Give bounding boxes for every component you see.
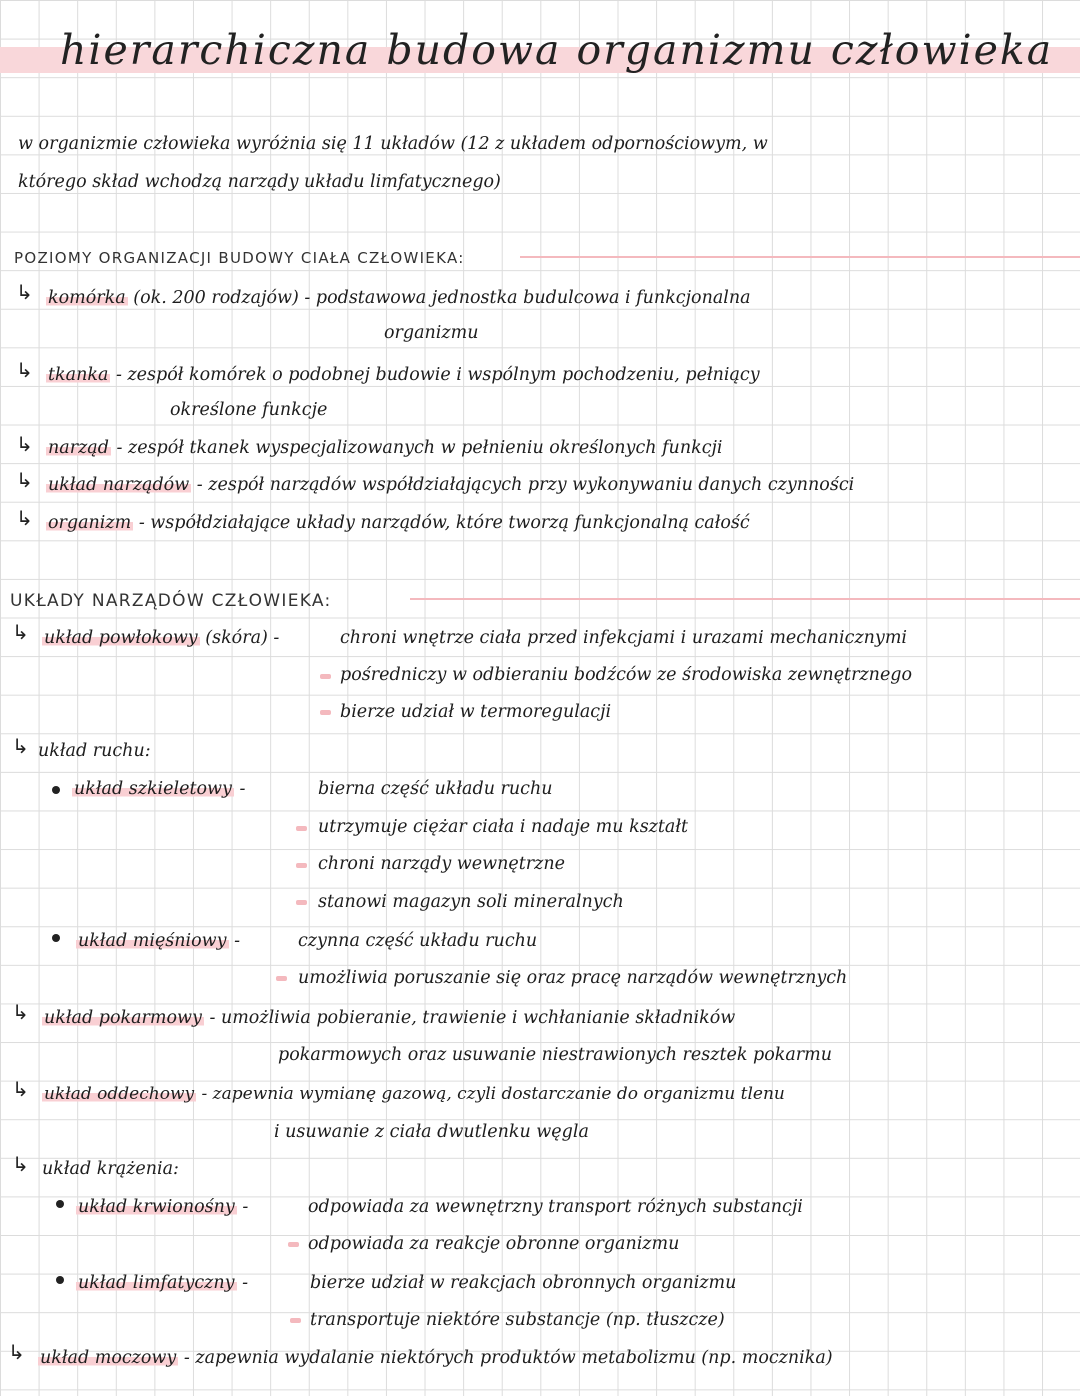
subsystem-point: odpowiada za wewnętrzny transport różnych substancji xyxy=(308,1197,803,1217)
system-pokarmowy xyxy=(42,1008,735,1028)
level-item-uklad-narzadow xyxy=(46,475,854,495)
level-text: - zespół komórek o podobnej budowie i wspólnym pochodzeniu, pełniący xyxy=(115,365,760,385)
bullet-dot xyxy=(56,1276,64,1284)
system-point: pośredniczy w odbieraniu bodźców ze środowiska zewnętrznego xyxy=(340,665,913,685)
systems-header: UKŁADY NARZĄDÓW CZŁOWIEKA: xyxy=(10,591,332,611)
system-ruchu-label: układ ruchu: xyxy=(38,741,151,761)
systems-header-line xyxy=(410,598,1080,600)
system-text-cont: i usuwanie z ciała dwutlenku węgla xyxy=(274,1122,589,1142)
subsystem-krwionosny: układ krwionośny - xyxy=(78,1197,249,1217)
system-powlokowy xyxy=(42,628,279,648)
system-krazenia-label: układ krążenia: xyxy=(42,1159,179,1179)
arrow-icon: ↳ xyxy=(16,506,33,530)
system-oddechowy xyxy=(42,1084,785,1104)
subsystem-point: utrzymuje ciężar ciała i nadaje mu kształt xyxy=(318,817,689,837)
arrow-icon: ↳ xyxy=(12,1077,29,1101)
subsystem-term: układ mięśniowy xyxy=(78,931,227,951)
level-item-organizm xyxy=(46,513,750,533)
arrow-icon: ↳ xyxy=(8,1340,25,1364)
level-text: - zespół tkanek wyspecjalizowanych w pełnieniu określonych funkcji xyxy=(116,438,723,458)
intro-line-2: którego skład wchodzą narządy układu limfatycznego) xyxy=(18,172,501,192)
system-text-cont: pokarmowych oraz usuwanie niestrawionych resztek pokarmu xyxy=(278,1045,833,1065)
subsystem-point: czynna część układu ruchu xyxy=(298,931,538,951)
system-text: - zapewnia wydalanie niektórych produktów metabolizmu (np. mocznika) xyxy=(183,1348,833,1368)
subsystem-szkieletowy: układ szkieletowy - xyxy=(74,779,246,799)
level-item-tkanka xyxy=(46,365,760,385)
bullet-dot xyxy=(52,786,60,794)
intro-line-1: w organizmie człowieka wyróżnia się 11 układów (12 z układem odpornościowym, w xyxy=(18,134,768,154)
level-cont: organizmu xyxy=(384,323,479,343)
subsystem-term: układ szkieletowy xyxy=(74,779,232,799)
level-term: narząd xyxy=(48,438,109,458)
system-text: - umożliwia pobieranie, trawienie i wchłanianie składników xyxy=(209,1008,736,1028)
bullet-dot xyxy=(56,1200,64,1208)
level-text: - współdziałające układy narządów, które tworzą funkcjonalną całość xyxy=(138,513,750,533)
subsystem-point: bierna część układu ruchu xyxy=(318,779,553,799)
subsystem-miesniowy: układ mięśniowy - xyxy=(78,931,241,951)
arrow-icon: ↳ xyxy=(12,620,29,644)
dash-bullet xyxy=(288,1242,299,1247)
subsystem-point: chroni narządy wewnętrzne xyxy=(318,854,565,874)
level-item-narzad xyxy=(46,438,723,458)
arrow-icon: ↳ xyxy=(12,1000,29,1024)
system-term: układ pokarmowy xyxy=(44,1008,202,1028)
arrow-icon: ↳ xyxy=(16,432,33,456)
arrow-icon: ↳ xyxy=(16,468,33,492)
dash-bullet xyxy=(276,976,287,981)
subsystem-point: transportuje niektóre substancje (np. tłuszcze) xyxy=(310,1310,725,1330)
system-point: chroni wnętrze ciała przed infekcjami i urazami mechanicznymi xyxy=(340,628,908,648)
system-point: bierze udział w termoregulacji xyxy=(340,702,612,722)
dash-bullet xyxy=(290,1318,301,1323)
level-term: komórka xyxy=(48,288,126,308)
subsystem-limfatyczny: układ limfatyczny - xyxy=(78,1273,249,1293)
system-term: układ oddechowy xyxy=(44,1084,195,1104)
dash-bullet xyxy=(296,900,307,905)
system-term: układ moczowy xyxy=(40,1348,177,1368)
arrow-icon: ↳ xyxy=(12,1152,29,1176)
levels-header: POZIOMY ORGANIZACJI BUDOWY CIAŁA CZŁOWIEKA: xyxy=(14,249,465,267)
subsystem-point: bierze udział w reakcjach obronnych organizmu xyxy=(310,1273,737,1293)
bullet-dot xyxy=(52,934,60,942)
subsystem-point: odpowiada za reakcje obronne organizmu xyxy=(308,1234,680,1254)
subsystem-term: układ krwionośny xyxy=(78,1197,235,1217)
arrow-icon: ↳ xyxy=(16,280,33,304)
subsystem-point: stanowi magazyn soli mineralnych xyxy=(318,892,624,912)
system-text: - zapewnia wymianę gazową, czyli dostarczanie do organizmu tlenu xyxy=(201,1084,785,1104)
dash-bullet xyxy=(320,710,331,715)
system-suffix: (skóra) - xyxy=(205,628,280,648)
dash-bullet xyxy=(296,863,307,868)
levels-header-line xyxy=(520,256,1080,258)
dash-bullet xyxy=(320,674,331,679)
level-term: tkanka xyxy=(48,365,109,385)
subsystem-term: układ limfatyczny xyxy=(78,1273,235,1293)
dash-bullet xyxy=(296,826,307,831)
page-title: hierarchiczna budowa organizmu człowieka xyxy=(60,26,1054,74)
level-text: (ok. 200 rodzajów) - podstawowa jednostka budulcowa i funkcjonalna xyxy=(133,288,751,308)
level-cont: określone funkcje xyxy=(170,400,328,420)
level-text: - zespół narządów współdziałających przy wykonywaniu danych czynności xyxy=(196,475,855,495)
system-moczowy xyxy=(38,1348,833,1368)
arrow-icon: ↳ xyxy=(12,734,29,758)
subsystem-point: umożliwia poruszanie się oraz pracę narządów wewnętrznych xyxy=(298,968,848,988)
level-item-komorka xyxy=(46,288,751,308)
level-term: organizm xyxy=(48,513,132,533)
level-term: układ narządów xyxy=(48,475,190,495)
arrow-icon: ↳ xyxy=(16,358,33,382)
system-term: układ powłokowy xyxy=(44,628,198,648)
